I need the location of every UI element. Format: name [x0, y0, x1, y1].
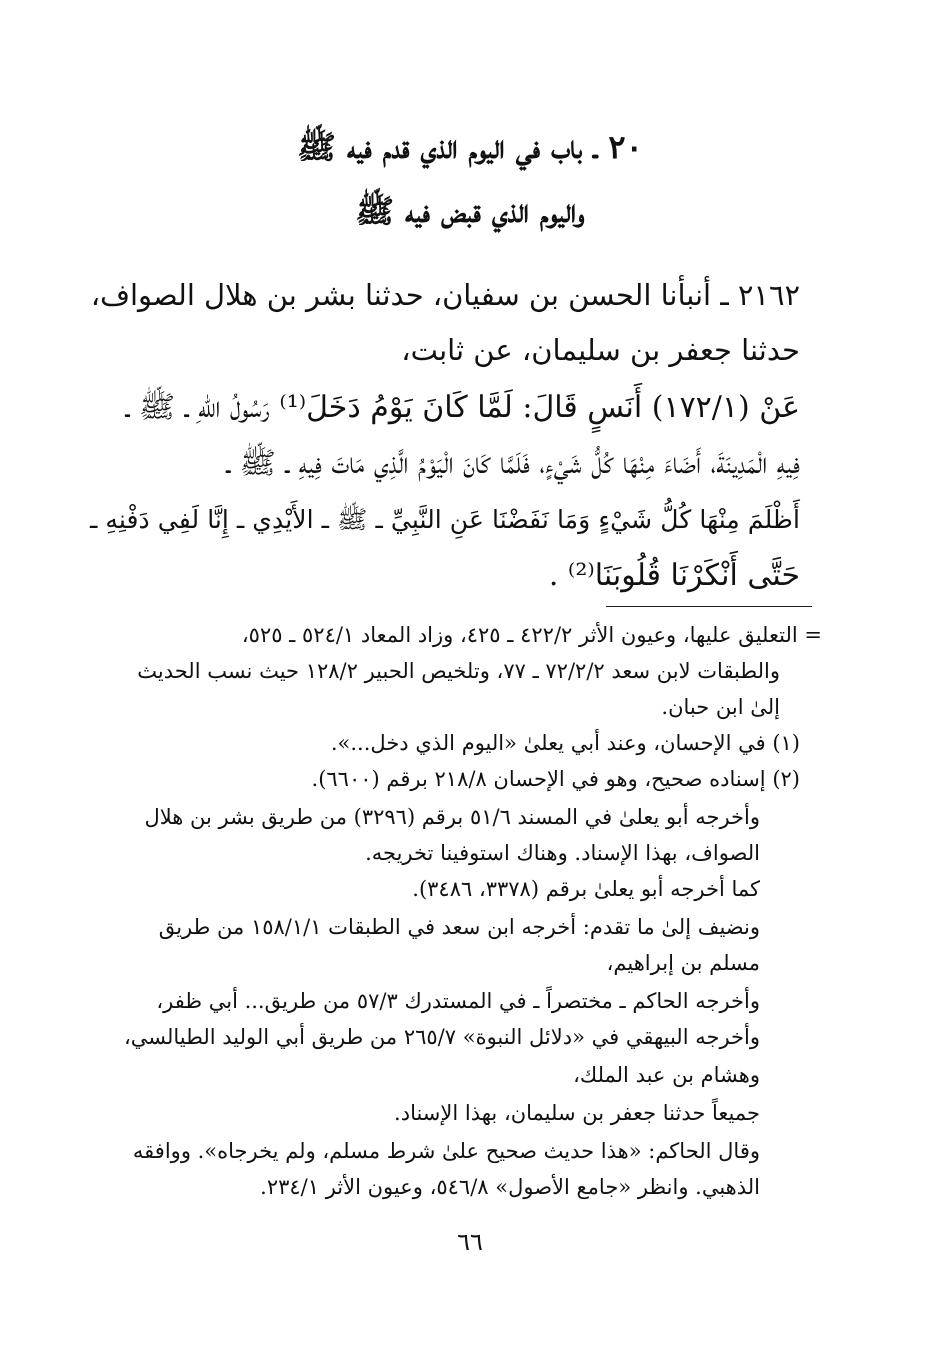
- chapter-title: ٢٠ ـ باب في اليوم الذي قدم فيه ﷺ: [297, 128, 643, 166]
- isnad-line: ٢١٦٢ ـ أنبأنا الحسن بن سفيان، حدثنا بشر بن هلال الصواف،: [90, 278, 800, 312]
- footnote-separator: [606, 606, 812, 607]
- footnote-line: وأخرجه البيهقي في «دلائل النبوة» ٢٦٥/٧ من طريق أبي الوليد الطيالسي،: [123, 1025, 760, 1049]
- page-number: ٦٦: [457, 1228, 483, 1256]
- footnote-line: = التعليق عليها، وعيون الأثر ٤٢٢/٢ ـ ٤٢٥، وزاد المعاد ٥٢٤/١ ـ ٥٢٥،: [241, 623, 822, 647]
- footnote-line: إلىٰ ابن حبان.: [661, 695, 780, 719]
- isnad-line: حدثنا جعفر بن سليمان، عن ثابت،: [401, 333, 800, 367]
- footnote-line: الذهبي. وانظر «جامع الأصول» ٥٤٦/٨، وعيون الأثر ٢٣٤/١.: [260, 1175, 760, 1199]
- footnote-line: وأخرجه الحاكم ـ مختصراً ـ في المستدرك ٥٧/٣ من طريق... أبي ظفر،: [156, 989, 760, 1013]
- footnote-line: الصواف، بهذا الإسناد. وهناك استوفينا تخريجه.: [365, 841, 760, 865]
- footnote-line: وأخرجه أبو يعلىٰ في المسند ٥١/٦ برقم (٣٢٩٦) من طريق بشر بن هلال: [144, 805, 760, 829]
- footnote-1: (١) في الإحسان، وعند أبي يعلىٰ «اليوم الذي دخل...».: [330, 731, 800, 755]
- hadith-line: أَظْلَمَ مِنْهَا كُلُّ شَيْءٍ وَمَا نَفَضْنَا عَنِ النَّبِيِّ ـ ﷺ ـ الأَيْدِي ـ إِنَّا لَفِي دَفْنِهِ ـ: [89, 505, 800, 534]
- footnote-line: وقال الحاكم: «هذا حديث صحيح علىٰ شرط مسلم، ولم يخرجاه». ووافقه: [132, 1139, 760, 1163]
- hadith-line: فِيهِ الْمَدِينَةَ، أَضَاءَ مِنْهَا كُلُّ شَيْءٍ، فَلَمَّا كَانَ الْيَوْمُ الَّذِي مَاتَ فِيهِ ـ ﷺ ـ: [226, 446, 800, 481]
- hadith-line: حَتَّى أَنْكَرْنَا قُلُوبَنَا⁽²⁾ .: [548, 558, 800, 593]
- footnote-line: ونضيف إلىٰ ما تقدم: أخرجه ابن سعد في الطبقات ١٥٨/١/١ من طريق: [158, 915, 760, 939]
- footnote-line: مسلم بن إبراهيم،: [606, 951, 760, 975]
- footnote-line: والطبقات لابن سعد ٧٢/٢/٢ ـ ٧٧، وتلخيص الحبير ١٢٨/٢ حيث نسب الحديث: [137, 659, 780, 683]
- footnote-line: جميعاً حدثنا جعفر بن سليمان، بهذا الإسناد.: [394, 1101, 760, 1125]
- footnote-2: (٢) إسناده صحيح، وهو في الإحسان ٢١٨/٨ برقم (٦٦٠٠).: [311, 767, 800, 791]
- hadith-line: عَنْ (١٧٢/١) أَنَسٍ قَالَ: لَمَّا كَانَ يَوْمُ دَخَلَ⁽¹⁾ رَسُولُ اللهِ ـ ﷺ ـ: [125, 390, 800, 425]
- footnote-line: كما أخرجه أبو يعلىٰ برقم (٣٣٧٨، ٣٤٨٦).: [412, 877, 760, 901]
- chapter-subtitle: واليوم الذي قبض فيه ﷺ: [355, 192, 585, 230]
- footnote-line: وهشام بن عبد الملك،: [573, 1063, 760, 1087]
